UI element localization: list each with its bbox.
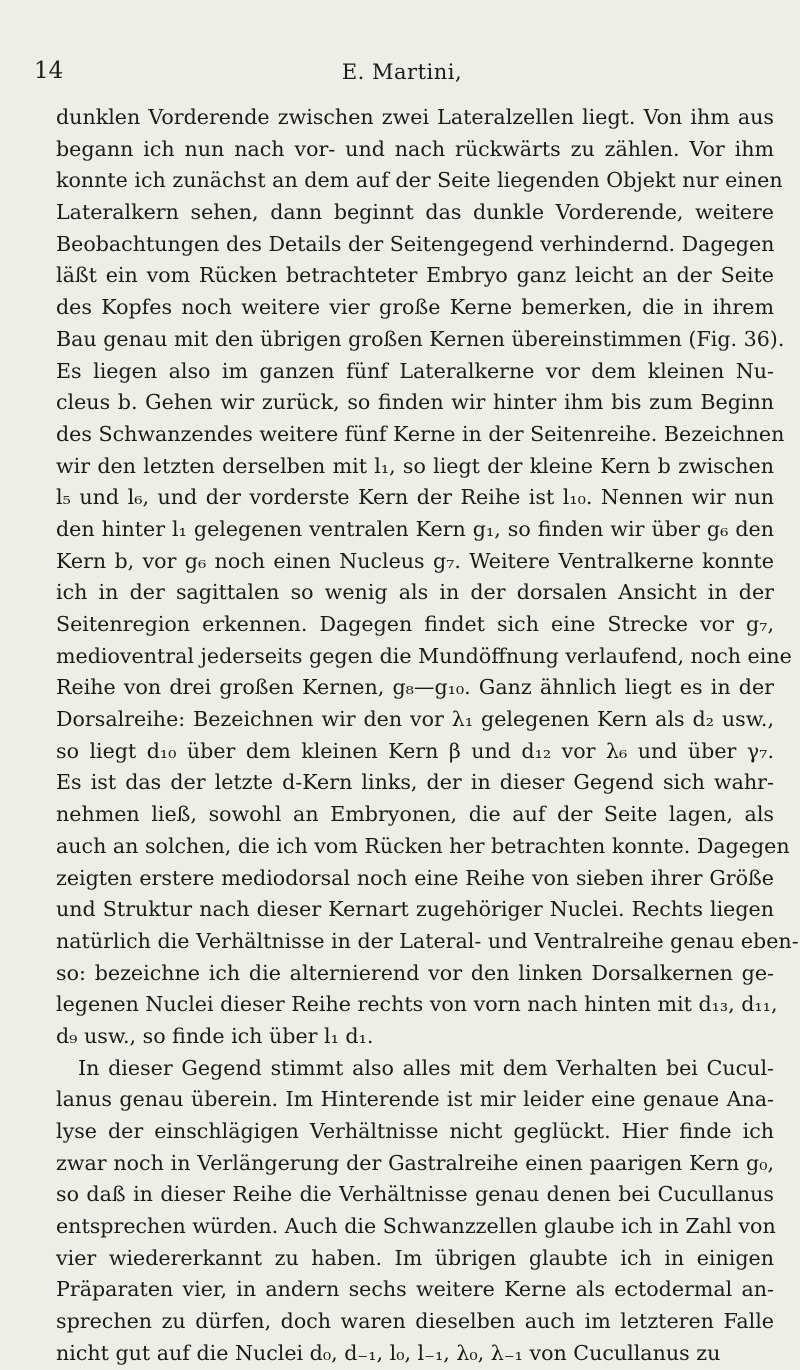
text-line: Reihe von drei großen Kernen, g₈—g₁₀. Ganz ähnlich liegt es in der (56, 675, 774, 700)
text-line: den hinter l₁ gelegenen ventralen Kern g₁, so finden wir über g₆ den (56, 516, 774, 541)
text-line: legenen Nuclei dieser Reihe rechts von vorn nach hinten mit d₁₃, d₁₁, (56, 992, 778, 1017)
text-line: lyse der einschlägigen Verhältnisse nicht geglückt. Hier finde ich (56, 1119, 774, 1143)
text-line: medioventral jederseits gegen die Mundöffnung verlaufend, noch eine (56, 643, 792, 668)
text-line: Es liegen also im ganzen fünf Lateralkerne vor dem kleinen Nu- (56, 358, 774, 383)
text-line: begann ich nun nach vor- und nach rückwärts zu zählen. Vor ihm (56, 136, 774, 161)
text-line: konnte ich zunächst an dem auf der Seite liegenden Objekt nur einen (56, 168, 783, 193)
text-line: lanus genau überein. Im Hinterende ist mir leider eine genaue Ana- (56, 1087, 774, 1112)
text-line: entsprechen würden. Auch die Schwanzzellen glaube ich in Zahl von (56, 1214, 776, 1239)
text-line: und Struktur nach dieser Kernart zugehöriger Nuclei. Rechts liegen (56, 897, 774, 922)
page-header (34, 58, 770, 88)
text-line: nicht gut auf die Nuclei d₀, d₋₁, l₀, l₋₁, λ₀, λ₋₁ von Cucullanus zu (56, 1340, 721, 1365)
text-line: so liegt d₁₀ über dem kleinen Kern β und d₁₂ vor λ₆ und über γ₇. (56, 738, 774, 763)
text-line: ich in der sagittalen so wenig als in der dorsalen Ansicht in der (56, 580, 774, 605)
text-line: vier wiedererkannt zu haben. Im übrigen glaubte ich in einigen (56, 1245, 774, 1270)
text-line: Bau genau mit den übrigen großen Kernen übereinstimmen (Fig. 36). (56, 326, 785, 351)
text-line: Präparaten vier, in andern sechs weitere Kerne als ectodermal an- (56, 1277, 774, 1302)
text-line: so: bezeichne ich die alternierend vor den linken Dorsalkernen ge- (56, 960, 774, 985)
text-line: auch an solchen, die ich vom Rücken her betrachten konnte. Dagegen (56, 833, 790, 858)
text-line: nehmen ließ, sowohl an Embryonen, die auf der Seite lagen, als (56, 802, 774, 827)
text-line: dunklen Vorderende zwischen zwei Lateralzellen liegt. Von ihm aus (56, 105, 774, 129)
text-line: des Schwanzendes weitere fünf Kerne in der Seitenreihe. Bezeichnen (56, 421, 785, 446)
text-line: Seitenregion erkennen. Dagegen findet sich eine Strecke vor g₇, (56, 612, 774, 636)
text-line: Beobachtungen des Details der Seitengegend verhindernd. Dagegen (56, 231, 775, 256)
text-line: Es ist das der letzte d-Kern links, der in dieser Gegend sich wahr- (56, 770, 774, 795)
text-line: wir den letzten derselben mit l₁, so liegt der kleine Kern b zwischen (56, 453, 774, 478)
text-line: In dieser Gegend stimmt also alles mit dem Verhalten bei Cucul- (78, 1055, 774, 1080)
text-line: läßt ein vom Rücken betrachteter Embryo ganz leicht an der Seite (56, 263, 774, 288)
text-line: sprechen zu dürfen, doch waren dieselben auch im letzteren Falle (56, 1309, 774, 1334)
text-line: d₉ usw., so finde ich über l₁ d₁. (56, 1023, 374, 1048)
text-line: natürlich die Verhältnisse in der Lateral- und Ventralreihe genau eben- (56, 928, 799, 953)
text-line: Lateralkern sehen, dann beginnt das dunkle Vorderende, weitere (56, 200, 774, 225)
body-text (56, 102, 799, 1370)
text-line: l₅ und l₆, und der vorderste Kern der Reihe ist l₁₀. Nennen wir nun (56, 485, 774, 510)
text-line: so daß in dieser Reihe die Verhältnisse genau denen bei Cucullanus (56, 1182, 774, 1207)
text-line: Dorsalreihe: Bezeichnen wir den vor λ₁ gelegenen Kern als d₂ usw., (56, 707, 774, 732)
text-line: zwar noch in Verlängerung der Gastralreihe einen paarigen Kern g₀, (56, 1150, 774, 1175)
text-line: cleus b. Gehen wir zurück, so finden wir hinter ihm bis zum Beginn (56, 390, 774, 415)
text-line: Kern b, vor g₆ noch einen Nucleus g₇. Weitere Ventralkerne konnte (56, 548, 774, 573)
text-line: zeigten erstere mediodorsal noch eine Reihe von sieben ihrer Größe (56, 865, 774, 890)
page-number: 14 (34, 58, 64, 84)
running-head: E. Martini, (341, 60, 463, 84)
text-line: des Kopfes noch weitere vier große Kerne bemerken, die in ihrem (56, 295, 774, 320)
